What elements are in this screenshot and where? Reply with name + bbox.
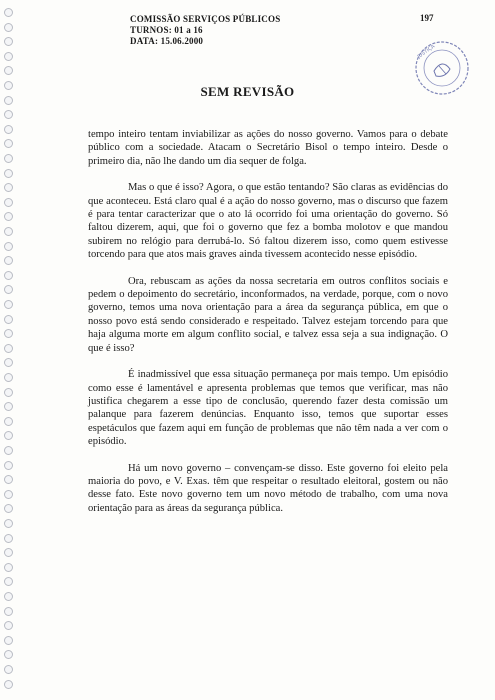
binder-hole bbox=[4, 534, 13, 543]
binder-hole bbox=[4, 125, 13, 134]
binder-hole bbox=[4, 446, 13, 455]
binder-hole bbox=[4, 504, 13, 513]
header-turns: TURNOS: 01 a 16 bbox=[130, 25, 203, 35]
binder-holes bbox=[4, 8, 14, 698]
binder-hole bbox=[4, 315, 13, 324]
paragraph-2: Mas o que é isso? Agora, o que estão tentando? São claras as evidências do que aconteceu. Está claro qual é a ação do nosso governo, mas o discurso que fazem é para tentar caracterizar que o ato lá ocorrido foi uma orientação do governo. Só faltou dizerem, aqui, que foi o governo que fez a bomba molotov e que mandou subirem no relógio para derrubá-lo. Só faltou dizerem isso, como quem estivesse torcendo para que atos mais graves ainda tivessem acontecido nesse episódio. bbox=[88, 182, 448, 261]
binder-hole bbox=[4, 183, 13, 192]
binder-hole bbox=[4, 198, 13, 207]
document-header bbox=[130, 14, 280, 47]
binder-hole bbox=[4, 388, 13, 397]
binder-hole bbox=[4, 139, 13, 148]
binder-hole bbox=[4, 256, 13, 265]
binder-hole bbox=[4, 227, 13, 236]
document-body bbox=[88, 128, 448, 528]
svg-text:JUSTIÇA: JUSTIÇA bbox=[416, 43, 437, 60]
binder-hole bbox=[4, 461, 13, 470]
binder-hole bbox=[4, 636, 13, 645]
binder-hole bbox=[4, 650, 13, 659]
paragraph-3: Ora, rebuscam as ações da nossa secretaria em outros conflitos sociais e pedem o depoimento do secretário, inconformados, na verdade, porque, com o novo governo, temos uma nova orientação para a área da segurança pública, em que o nosso povo está sendo considerado e respeitado. Talvez estejam torcendo para que haja alguma morte em algum conflito social, e talvez essa seja a sua indignação. O que é isso? bbox=[88, 275, 448, 354]
binder-hole bbox=[4, 344, 13, 353]
binder-hole bbox=[4, 212, 13, 221]
binder-hole bbox=[4, 37, 13, 46]
binder-hole bbox=[4, 592, 13, 601]
binder-hole bbox=[4, 285, 13, 294]
header-committee: COMISSÃO SERVIÇOS PÚBLICOS bbox=[130, 14, 281, 24]
binder-hole bbox=[4, 402, 13, 411]
binder-hole bbox=[4, 271, 13, 280]
binder-hole bbox=[4, 329, 13, 338]
binder-hole bbox=[4, 563, 13, 572]
binder-hole bbox=[4, 66, 13, 75]
binder-hole bbox=[4, 52, 13, 61]
binder-hole bbox=[4, 8, 13, 17]
binder-hole bbox=[4, 242, 13, 251]
header-date: DATA: 15.06.2000 bbox=[130, 36, 204, 46]
binder-hole bbox=[4, 23, 13, 32]
binder-hole bbox=[4, 169, 13, 178]
binder-hole bbox=[4, 621, 13, 630]
binder-hole bbox=[4, 519, 13, 528]
paragraph-5: Há um novo governo – convençam-se disso. Este governo foi eleito pela maioria do povo, e V. Exas. têm que respeitar o resultado eleitoral, gostem ou não desse fato. Este novo governo tem um novo método de trabalho, com uma nova orientação para as áreas da segurança pública. bbox=[88, 462, 448, 514]
binder-hole bbox=[4, 300, 13, 309]
binder-hole bbox=[4, 417, 13, 426]
binder-hole bbox=[4, 110, 13, 119]
document-title: SEM REVISÃO bbox=[200, 84, 295, 99]
binder-hole bbox=[4, 373, 13, 382]
paragraph-1: tempo inteiro tentam inviabilizar as ações do nosso governo. Vamos para o debate público com a sociedade. Atacam o Secretário Bisol o tempo inteiro. Desde o primeiro dia, não lhe dando um dia sequer de folga. bbox=[88, 129, 448, 167]
binder-hole bbox=[4, 490, 13, 499]
binder-hole bbox=[4, 607, 13, 616]
binder-hole bbox=[4, 475, 13, 484]
binder-hole bbox=[4, 431, 13, 440]
binder-hole bbox=[4, 577, 13, 586]
binder-hole bbox=[4, 154, 13, 163]
binder-hole bbox=[4, 548, 13, 557]
page-number: 197 bbox=[420, 13, 434, 23]
paragraph-4: É inadmissível que essa situação permaneça por mais tempo. Um episódio como esse é lamentável e apresenta problemas que temos que verificar, mas não justifica chegarem a esse tipo de conclusão, querendo fazer desta comissão um palanque para fazerem denúncias. Enquanto isso, temos que suportar esses espetáculos que fazem aqui em função de problemas que não têm nada a ver com o episódio. bbox=[88, 369, 448, 448]
binder-hole bbox=[4, 680, 13, 689]
binder-hole bbox=[4, 665, 13, 674]
binder-hole bbox=[4, 358, 13, 367]
